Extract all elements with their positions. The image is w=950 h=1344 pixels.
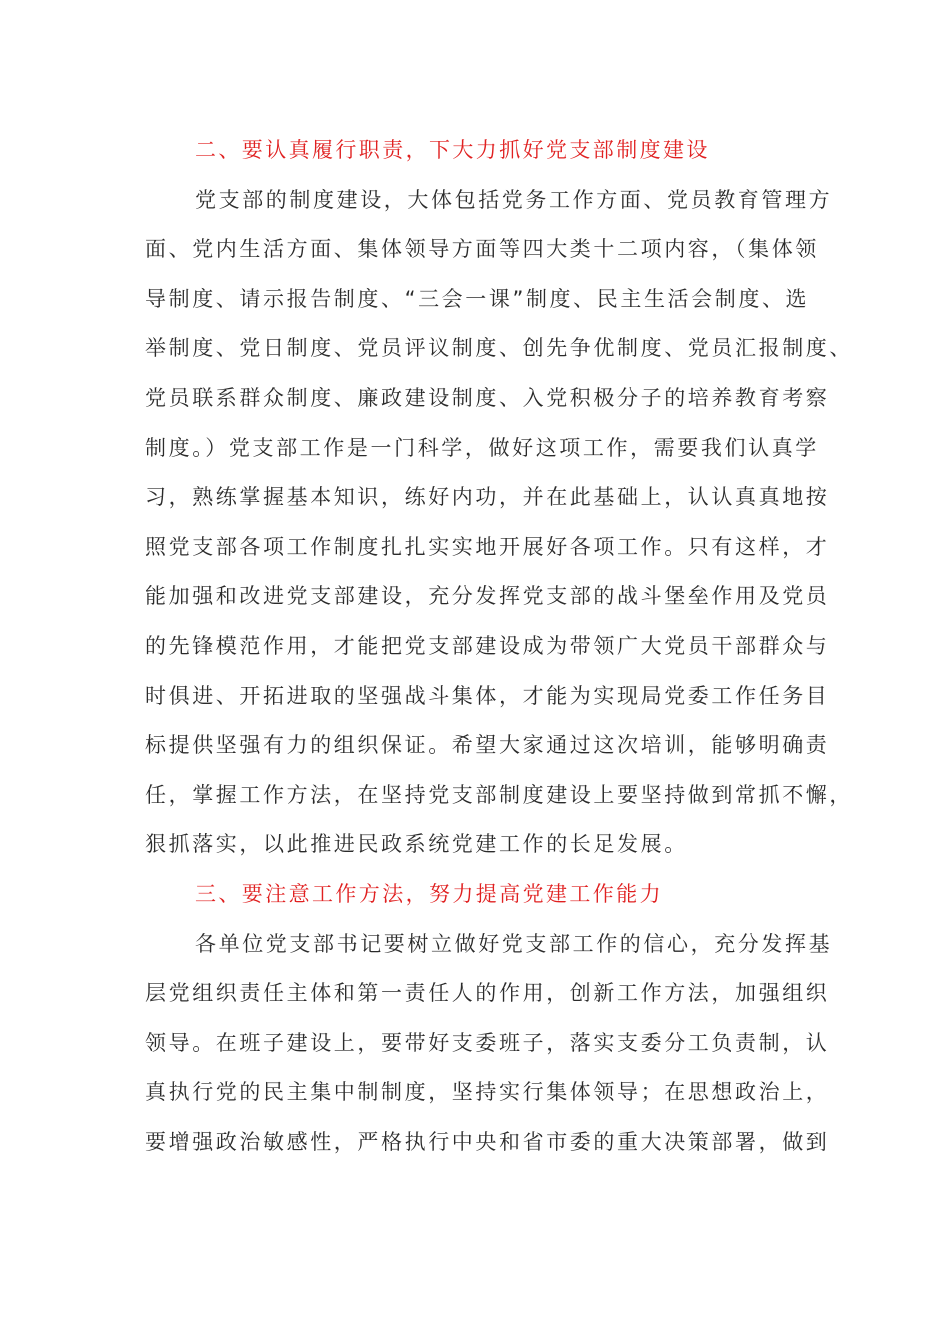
- paragraph-line: 的先锋模范作用，才能把党支部建设成为带领广大党员干部群众与: [145, 633, 830, 658]
- paragraph-line: 照党支部各项工作制度扎扎实实地开展好各项工作。只有这样，才: [145, 534, 830, 559]
- paragraph-line: 时俱进、开拓进取的坚强战斗集体，才能为实现局党委工作任务目: [145, 683, 830, 708]
- paragraph-line: 领导。在班子建设上，要带好支委班子，落实支委分工负责制，认: [145, 1030, 830, 1055]
- paragraph-line: 真执行党的民主集中制制度，坚持实行集体领导；在思想政治上，: [145, 1080, 830, 1105]
- paragraph-line: 能加强和改进党支部建设，充分发挥党支部的战斗堡垒作用及党员: [145, 584, 830, 609]
- paragraph-line: 制度。）党支部工作是一门科学，做好这项工作，需要我们认真学: [145, 435, 819, 460]
- paragraph-line: 面、党内生活方面、集体领导方面等四大类十二项内容，（集体领: [145, 237, 819, 262]
- paragraph-line: 狠抓落实，以此推进民政系统党建工作的长足发展。: [145, 832, 688, 857]
- paragraph-line: 任，掌握工作方法，在坚持党支部制度建设上要坚持做到常抓不懈，: [145, 782, 853, 807]
- paragraph-line: 党员联系群众制度、廉政建设制度、入党积极分子的培养教育考察: [145, 385, 830, 410]
- section-heading-2: 二、要认真履行职责，下大力抓好党支部制度建设: [195, 138, 710, 162]
- paragraph-line: 层党组织责任主体和第一责任人的作用，创新工作方法，加强组织: [145, 981, 830, 1006]
- section-heading-3: 三、要注意工作方法，努力提高党建工作能力: [195, 881, 663, 906]
- section-paragraph-2: [145, 176, 853, 870]
- section-paragraph-3: [145, 920, 833, 1168]
- paragraph-line: 习，熟练掌握基本知识，练好内功，并在此基础上，认认真真地按: [145, 485, 830, 510]
- paragraph-line: 各单位党支部书记要树立做好党支部工作的信心，充分发挥基: [195, 931, 833, 956]
- paragraph-line: 标提供坚强有力的组织保证。希望大家通过这次培训，能够明确责: [145, 733, 830, 758]
- document-body: [145, 126, 853, 1167]
- paragraph-line: 举制度、党日制度、党员评议制度、创先争优制度、党员汇报制度、: [145, 336, 853, 361]
- paragraph-line: 导制度、请示报告制度、“三会一课”制度、民主生活会制度、选: [145, 286, 810, 311]
- paragraph-line: 党支部的制度建设，大体包括党务工作方面、党员教育管理方: [195, 187, 833, 212]
- paragraph-line: 要增强政治敏感性，严格执行中央和省市委的重大决策部署，做到: [145, 1129, 830, 1154]
